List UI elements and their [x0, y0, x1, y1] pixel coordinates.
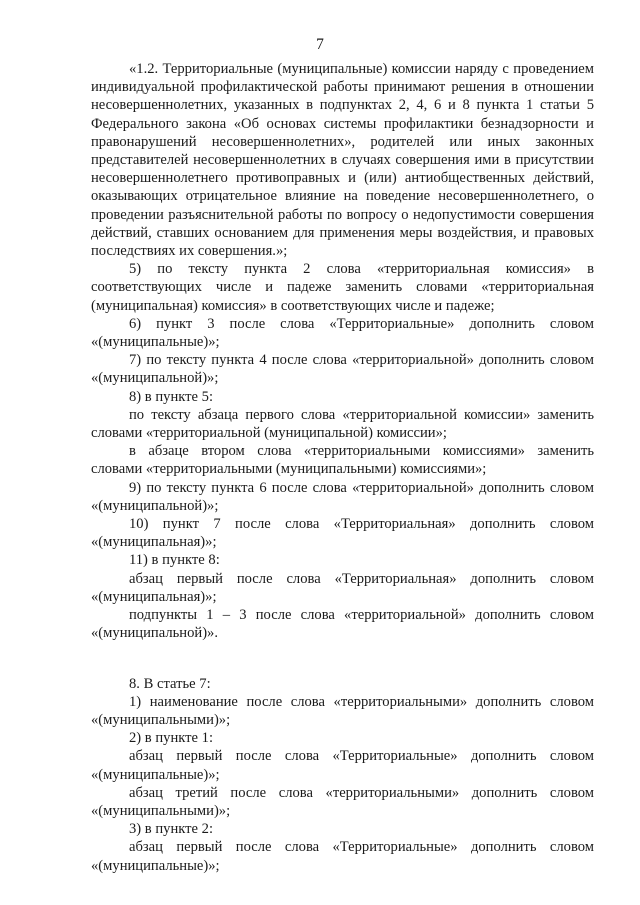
page-number: 7 — [316, 36, 324, 53]
paragraph-article-7-item-3-a: абзац первый после слова «Территориальные» дополнить словом «(муниципальные)»; — [91, 839, 594, 874]
paragraph-item-6: 6) пункт 3 после слова «Территориальные» дополнить словом «(муниципальные)»; — [91, 315, 594, 351]
section-gap — [91, 643, 594, 675]
paragraph-article-7-item-2-b: абзац третий после слова «территориальными» дополнить словом «(муниципальными)»; — [91, 784, 594, 819]
paragraph-item-11-b: подпункты 1 – 3 после слова «территориальной» дополнить словом «(муниципальной)». — [91, 607, 594, 642]
paragraph-article-7-item-2-a: абзац первый после слова «Территориальные» дополнить словом «(муниципальные)»; — [91, 748, 594, 783]
document-body — [91, 60, 594, 875]
paragraph-item-8-b: в абзаце втором слова «территориальными комиссиями» заменить словами «территориальными (муниципальными) комиссиями»; — [91, 443, 594, 478]
paragraph-item-10: 10) пункт 7 после слова «Территориальная» дополнить словом «(муниципальная)»; — [91, 516, 594, 551]
paragraph-item-7: 7) по тексту пункта 4 после слова «территориальной» дополнить словом «(муниципальной)»; — [91, 352, 594, 387]
paragraph-article-7-item-2: 2) в пункте 1: — [129, 730, 214, 747]
paragraph-1-2: «1.2. Территориальные (муниципальные) комиссии наряду с проведением индивидуальной профилактической работы принимают решения в отношении несовершеннолетних, указанных в подпунктах 2, 4, 6 и 8 пункта 1 статьи 5 Федерального закона «Об основах системы профилактики безнадзорности и правонарушений несовершеннолетних», родителей или иных законных представителей несовершеннолетних в случаях совершения ими в присутствии несовершеннолетнего противоправных и (или) антиобщественных действий, оказывающих отрицательное влияние на поведение несовершеннолетнего, о проведении разъяснительной работы по вопросу о недопустимости совершения действий, ставших основанием для применения меры воздействия, и правовых последствиях их совершения.»; — [91, 61, 594, 260]
paragraph-article-7-heading: 8. В статье 7: — [129, 675, 211, 692]
paragraph-item-9: 9) по тексту пункта 6 после слова «территориальной» дополнить словом «(муниципальной)»; — [91, 479, 594, 514]
paragraph-article-7-item-3: 3) в пункте 2: — [129, 821, 214, 838]
paragraph-item-11-a: абзац первый после слова «Территориальная» дополнить словом «(муниципальная)»; — [91, 570, 594, 605]
paragraph-item-5: 5) по тексту пункта 2 слова «территориальная комиссия» в соответствующих числе и падеже заменить словами «территориальная (муниципальная) комиссия» в соответствующих числе и падеже; — [91, 261, 594, 314]
paragraph-item-8-a: по тексту абзаца первого слова «территориальной комиссии» заменить словами «территориальной (муниципальной) комиссии»; — [91, 406, 594, 442]
paragraph-item-8: 8) в пункте 5: — [129, 388, 214, 405]
paragraph-item-11: 11) в пункте 8: — [129, 552, 220, 569]
paragraph-article-7-item-1: 1) наименование после слова «территориальными» дополнить словом «(муниципальными)»; — [91, 693, 594, 728]
